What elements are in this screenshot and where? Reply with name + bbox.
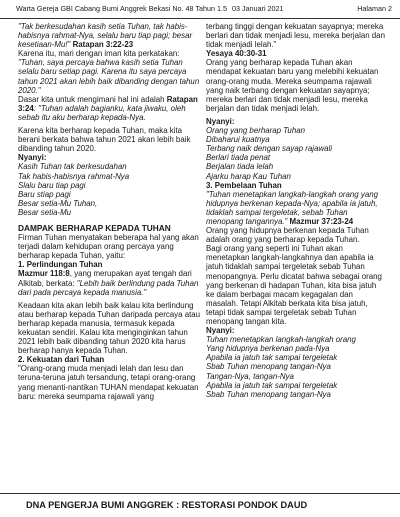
subsection-heading: 1. Perlindungan Tuhan — [18, 260, 103, 270]
body-paragraph — [18, 269, 202, 296]
body-paragraph: Orang yang berharap kepada Tuhan akan mendapat kekuatan baru yang melebihi kekuatan orang-orang muda. Mereka seumpama rajawali yang naik terbang dengan kekuatan sayapnya; mereka berlari dan tidak menjadi lesu, mereka berjalan dan tidak menjadi lelah. — [206, 58, 379, 113]
scripture-reference: Ratapan 3:22-23 — [72, 40, 134, 50]
lyric-line: Dibaharui kuatnya — [206, 135, 270, 145]
song-heading: Nyanyi: — [206, 116, 235, 126]
footer-text: DNA PENGERJA BUMI ANGGREK : RESTORASI PONDOK DAUD — [26, 500, 308, 510]
page-footer — [0, 493, 400, 517]
page-header — [0, 0, 400, 19]
lyric-line: Besar setia-Mu — [18, 207, 72, 217]
body-paragraph: Orang yang hidupnya berkenan kepada Tuhan adalah orang yang berharap kepada Tuhan. — [206, 226, 369, 245]
subsection-heading: 3. Pembelaan Tuhan — [206, 180, 282, 190]
lyric-line: Slalu baru tiap pagi — [18, 180, 86, 190]
subsection-heading: 2. Kekuatan dari Tuhan — [18, 355, 105, 365]
page-number: Halaman 2 — [357, 4, 392, 13]
lyric-line: Sbab Tuhan menopang tangan-Nya — [206, 362, 331, 372]
lyric-line: Tangan-Nya, tangan-Nya — [206, 371, 294, 381]
bulletin-title: Warta Gereja GBI Cabang Bumi Anggrek Bekasi No. 48 Tahun 1.5 — [16, 4, 227, 13]
body-text: , yang merupakan ayat tengah dari Alkitab, berkata: — [18, 269, 192, 288]
quote-paragraph — [18, 22, 202, 49]
confession-quote: "Tuhan, saya percaya bahwa kasih setia Tuhan selalu baru setiap pagi. Karena itu saya percaya tahun 2021 akan lebih baik dibanding dengan tahun 2020." — [18, 58, 200, 95]
lyric-line: Kasih Tuhan tak berkesudahan — [18, 162, 127, 172]
body-paragraph: "Orang-orang muda menjadi lelah dan lesu dan teruna-teruna jatuh tersandung, tetapi orang-orang yang menanti-nantikan TUHAN mendapat kekuatan baru: mereka seumpama rajawali yang — [18, 364, 199, 401]
body-paragraph: terbang tinggi dengan kekuatan sayapnya; mereka berlari dan tidak menjadi lesu, mereka berjalan dan tidak menjadi lelah." — [206, 22, 385, 50]
song-lyrics — [206, 335, 386, 399]
bulletin-date: 03 Januari 2021 — [232, 4, 284, 13]
lyric-line: Besar setia-Mu Tuhan, — [18, 198, 98, 208]
body-text: Dasar kita untuk mengimani hal ini adalah — [18, 94, 165, 104]
body-paragraph: Keadaan kita akan lebih baik kalau kita berlindung atau berharap kepada Tuhan daripada percaya atau berharap kepada manusia, termasuk kepada kekuatan sendiri. Kalau kita menginginkan tahun 2021 lebih baik dibanding tahun 2020 kita harus berharap hanya kepada Tuhan. — [18, 300, 201, 356]
song-lyrics — [206, 126, 386, 181]
quote-text: "Tak berkesudahan kasih setia Tuhan, tak habis-habisnya rahmat-Nya, selalu baru tiap pagi; besar kesetiaan-Mu!" — [18, 22, 193, 50]
scripture-reference: Ratapan 3:24 — [18, 94, 198, 113]
lyric-line: Berlari tiada penat — [206, 153, 271, 163]
scripture-reference: Mazmur 118:8 — [18, 269, 70, 279]
lyric-line: Orang yang berharap Tuhan — [206, 126, 305, 136]
lyric-line: Tak habis-habisnya rahmat-Nya — [18, 171, 130, 181]
body-paragraph: Karena kita berharap kepada Tuhan, maka kita berani berkata bahwa tahun 2021 akan lebih baik dibanding tahun 2020. — [18, 126, 191, 154]
section-heading: DAMPAK BERHARAP KEPADA TUHAN — [18, 222, 171, 233]
song-heading: Nyanyi: — [206, 326, 235, 336]
lyric-line: Apabila ia jatuh tak sampai tergeletak — [206, 380, 338, 390]
right-column — [206, 22, 386, 399]
body-paragraph: Karena itu, mari dengan iman kita perkatakan: — [18, 49, 180, 59]
song-heading: Nyanyi: — [18, 153, 47, 163]
lyric-line: Tuhan menetapkan langkah-langkah orang — [206, 335, 356, 345]
left-column — [18, 22, 202, 401]
body-paragraph: Bagi orang yang seperti ini Tuhan akan menetapkan langkah-langkahnya dan apabila ia jatuh tidaklah sampai tergeletak sebab Tuhan menopangnya. Perlu dicatat bahwa sebagai orang yang berkenan di hadapan Tuhan, kita bisa jatuh ke dalam berbagai macam kegagalan dan masalah. Tetapi Alkitab berkata kita bisa jatuh, tetapi tidak sampai tergeletak sebab Tuhan menopang tangan kita. — [206, 244, 382, 326]
quote-text: : "Tuhan adalah bagianku, kata jiwaku, oleh sebab itu aku berharap kepada-Nya. — [18, 103, 186, 122]
scripture-reference: Yesaya 40:30-31 — [206, 49, 267, 59]
lyric-line: Ajarku harap Kau Tuhan — [206, 171, 291, 181]
quote-paragraph — [206, 190, 386, 226]
scripture-reference: Mazmur 37:23-24 — [289, 216, 354, 226]
lyric-line: Baru stiap pagi — [18, 189, 71, 199]
quote-text: "Tuhan menetapkan langkah-langkah orang yang hidupnya berkenan kepada-Nya; apabila ia jatuh, tidaklah sampai tergeletak, sebab Tuhan menopang tangannya." — [206, 189, 378, 226]
lyric-line: Terbang naik dengan sayap rajawali — [206, 144, 333, 154]
lyric-line: Berjalan tiada lelah — [206, 162, 274, 172]
lyric-line: Yang hidupnya berkenan pada-Nya — [206, 344, 330, 354]
lyric-line: Apabila ia jatuh tak sampai tergeletak — [206, 353, 338, 363]
body-paragraph: Firman Tuhan menyatakan beberapa hal yang akan terjadi dalam kehidupan orang percaya yang berharap kepada Tuhan, yaitu: — [18, 233, 199, 261]
song-lyrics — [18, 162, 202, 217]
body-paragraph — [18, 95, 202, 122]
quote-text: "Lebih baik berlindung pada Tuhan dari pada percaya kepada manusia." — [18, 278, 199, 297]
lyric-line: Sbab Tuhan menopang tangan-Nya — [206, 389, 331, 399]
